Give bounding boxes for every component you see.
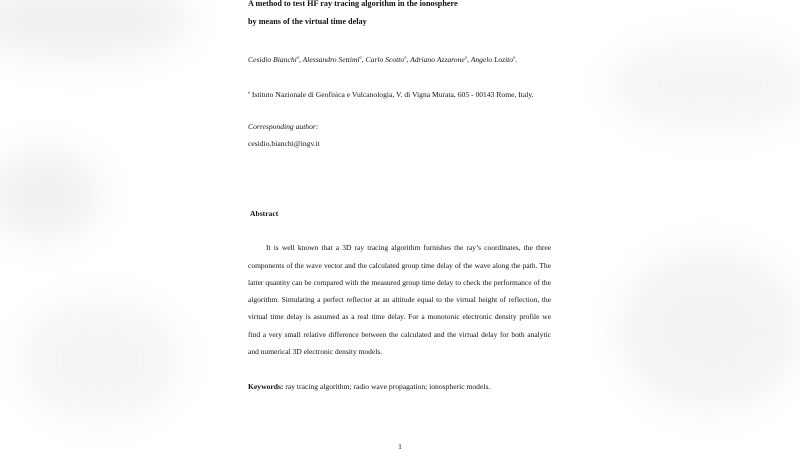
author-affiliation-mark: a [464, 54, 468, 60]
paper-title-line-2: by means of the virtual time delay [248, 17, 367, 26]
abstract-line: latter quantity can be compared with the measured group time delay to check the performance of the [248, 278, 551, 287]
abstract-heading: Abstract [250, 209, 279, 218]
abstract-line: and numerical 3D electronic density models. [248, 347, 383, 356]
paper-page [232, 0, 568, 450]
author-separator: , [406, 55, 411, 64]
keywords [248, 382, 490, 392]
author-list [248, 55, 517, 65]
abstract-line: It is well known that a 3D ray tracing algorithm furnishes the ray’s coordinates, the three [266, 243, 551, 252]
author-separator: , [298, 55, 303, 64]
page-number: 1 [398, 442, 402, 451]
author-affiliation-mark: a [359, 54, 362, 60]
author-separator: . [515, 55, 518, 64]
author-separator: , [467, 55, 471, 64]
author-name: Cesidio Bianchi [248, 55, 297, 64]
author-name: Alessandro Settimi [302, 55, 360, 64]
background-blur-shape [0, 0, 190, 60]
background-blur-shape [610, 40, 800, 130]
affiliation [248, 90, 534, 100]
author-affiliation-mark: a [404, 54, 407, 60]
background-blur-shape [620, 250, 800, 410]
corresponding-author-email: cesidio.bianchi@ingv.it [248, 139, 320, 148]
author-affiliation-mark: a [513, 54, 516, 60]
background-blur-shape [20, 300, 180, 420]
author-affiliation-mark: a [296, 54, 299, 60]
abstract-line: virtual time delay is assumed as a real time delay. For a monotonic electronic density profile we [248, 312, 551, 321]
keywords-text: ray tracing algorithm; radio wave propagation; ionospheric models. [283, 382, 491, 391]
abstract-line: find a very small relative difference between the calculated and the virtual delay for both analytic [248, 330, 551, 339]
author-name: Angelo Lozito [470, 55, 514, 64]
keywords-label: Keywords: [248, 382, 284, 391]
paper-title-line-1: A method to test HF ray tracing algorithm in the ionosphere [248, 0, 458, 8]
abstract-line: components of the wave vector and the calculated group time delay of the wave along the path. The [248, 261, 551, 270]
corresponding-author-label: Corresponding author: [248, 122, 319, 131]
author-name: Carlo Scotto [365, 55, 405, 64]
background-blur-shape [0, 150, 100, 240]
affiliation-mark: a [248, 89, 250, 95]
author-separator: , [361, 55, 366, 64]
affiliation-text: Istituto Nazionale di Geofisica e Vulcanologia, V. di Vigna Murata, 605 - 00143 Rome, Italy. [250, 90, 534, 99]
abstract-line: algorithm. Simulating a perfect reflector at an altitude equal to the virtual height of reflection, the [248, 295, 551, 304]
author-name: Adriano Azzarone [410, 55, 465, 64]
